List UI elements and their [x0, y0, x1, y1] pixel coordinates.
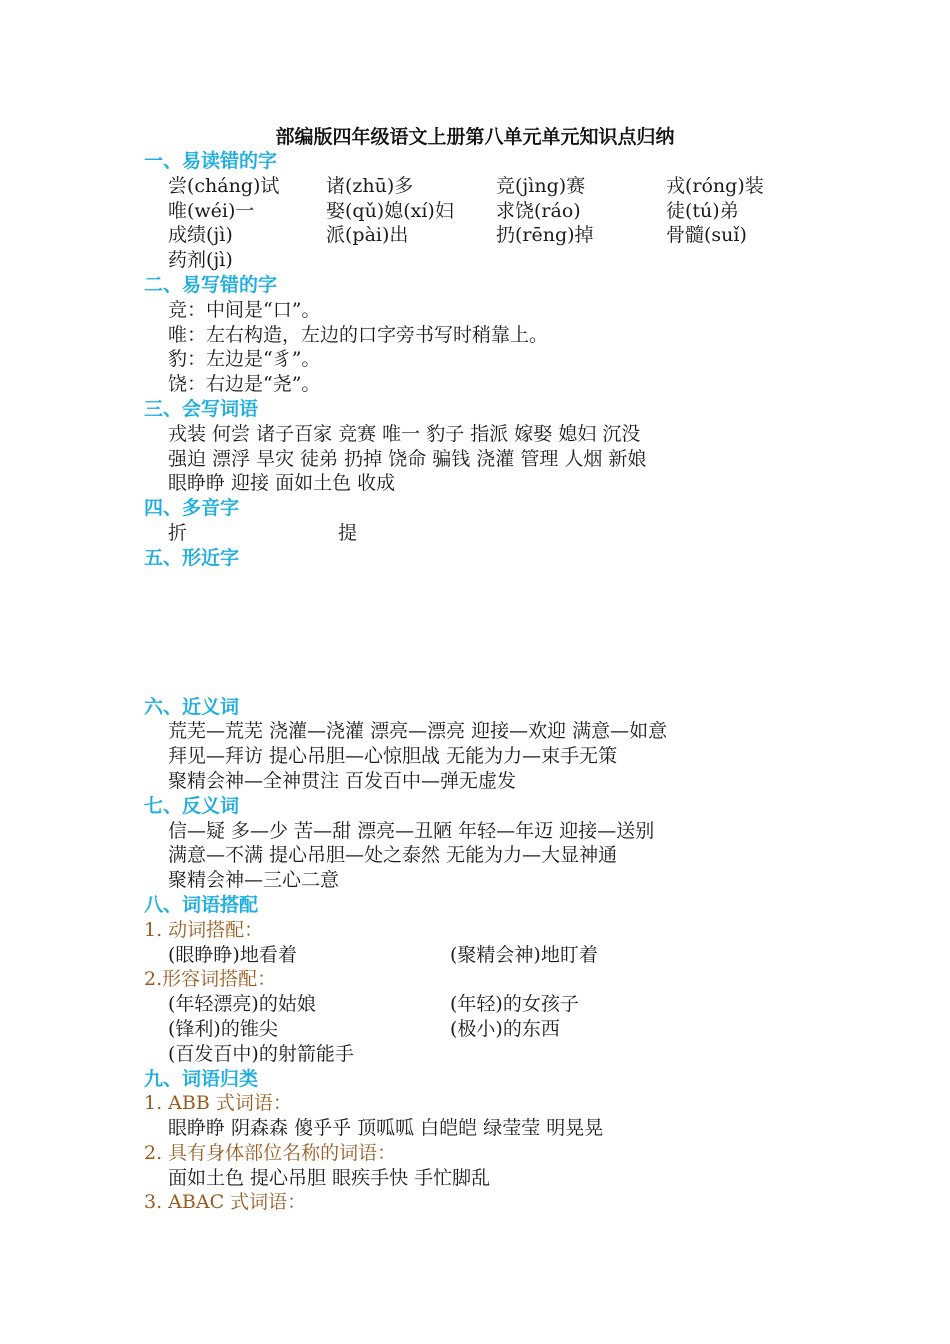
subheading-abb-words: 1. ABB 式词语： — [144, 1092, 292, 1115]
list-item: 荒芜—荒芜 浇灌—浇灌 漂亮—漂亮 迎接—欢迎 满意—如意 — [168, 720, 668, 743]
word-cell: 扔(rēng)掉 — [496, 224, 594, 247]
word-cell: 求饶(ráo) — [496, 199, 581, 222]
word-cell: 尝(cháng)试 — [168, 174, 280, 197]
list-item: 饶：右边是“尧”。 — [168, 373, 321, 396]
section-heading-miswritten-chars: 二、易写错的字 — [144, 273, 278, 296]
word-cell: 徒(tú)弟 — [666, 199, 739, 222]
list-item — [144, 521, 844, 546]
word-cell: 派(pài)出 — [326, 224, 409, 247]
list-item — [144, 199, 844, 224]
list-item: 豹：左边是“豸”。 — [168, 348, 321, 371]
subheading-body-part-words: 2. 具有身体部位名称的词语： — [144, 1141, 397, 1164]
word-cell: 成绩(jì) — [168, 224, 233, 247]
list-item: 戎装 何尝 诸子百家 竞赛 唯一 豹子 指派 嫁娶 媳妇 沉没 — [168, 422, 641, 445]
word-cell: 竞(jìng)赛 — [496, 174, 586, 197]
list-item: 眼睁睁 阴森森 傻乎乎 顶呱呱 白皑皑 绿莹莹 明晃晃 — [168, 1117, 604, 1140]
list-item: 面如土色 提心吊胆 眼疾手快 手忙脚乱 — [168, 1166, 491, 1189]
list-item — [144, 248, 844, 273]
section-heading-similar-chars: 五、形近字 — [144, 546, 240, 569]
list-item: 满意—不满 提心吊胆—处之泰然 无能为力—大显神通 — [168, 844, 618, 867]
section-heading-misread-chars: 一、易读错的字 — [144, 150, 278, 172]
list-item: 强迫 漂浮 旱灾 徒弟 扔掉 饶命 骗钱 浇灌 管理 人烟 新娘 — [168, 447, 647, 470]
phrase-cell: (极小)的东西 — [450, 1017, 560, 1040]
list-item: 竞：中间是“口”。 — [168, 298, 321, 321]
polyphone-char: 提 — [338, 521, 358, 544]
section-heading-collocations: 八、词语搭配 — [144, 893, 259, 916]
subheading-verb-collocation: 1. 动词搭配： — [144, 918, 264, 941]
document-body — [144, 149, 844, 1215]
list-item — [144, 174, 844, 199]
list-item — [144, 943, 844, 968]
phrase-cell: (眼睁睁)地看着 — [168, 943, 297, 966]
phrase-cell: (锋利)的锥尖 — [168, 1017, 278, 1040]
list-item: 信—疑 多—少 苦—甜 漂亮—丑陋 年轻—年迈 迎接—送别 — [168, 819, 655, 842]
list-item — [144, 1017, 844, 1042]
document-title: 部编版四年级语文上册第八单元单元知识点归纳 — [275, 126, 675, 148]
word-cell: 诸(zhū)多 — [326, 174, 414, 197]
section-heading-writing-words: 三、会写词语 — [144, 397, 259, 420]
section-heading-antonyms: 七、反义词 — [144, 794, 240, 817]
subheading-adjective-collocation: 2.形容词搭配： — [144, 968, 277, 991]
section-heading-word-categories: 九、词语归类 — [144, 1067, 259, 1090]
section-heading-polyphones: 四、多音字 — [144, 497, 240, 520]
subheading-abac-words: 3. ABAC 式词语： — [144, 1191, 307, 1214]
phrase-cell: (年轻漂亮)的姑娘 — [168, 993, 316, 1016]
word-cell: 戎(róng)装 — [666, 174, 764, 197]
phrase-cell: (年轻)的女孩子 — [450, 993, 579, 1016]
word-cell: 唯(wéi)一 — [168, 199, 255, 222]
word-cell: 娶(qǔ)媳(xí)妇 — [326, 199, 454, 222]
list-item: 唯：左右构造，左边的口字旁书写时稍靠上。 — [168, 323, 549, 346]
polyphone-char: 折 — [168, 521, 188, 544]
list-item: 聚精会神—全神贯注 百发百中—弹无虚发 — [168, 769, 517, 792]
list-item: 聚精会神—三心二意 — [168, 869, 340, 892]
phrase-cell: (聚精会神)地盯着 — [450, 943, 598, 966]
word-cell: 骨髓(suǐ) — [666, 224, 747, 247]
blank-area — [144, 571, 844, 695]
word-cell: 药剂(jì) — [168, 249, 233, 272]
list-item: 眼睁睁 迎接 面如土色 收成 — [168, 472, 396, 495]
phrase-cell: (百发百中)的射箭能手 — [168, 1042, 354, 1065]
list-item: 拜见—拜访 提心吊胆—心惊胆战 无能为力—束手无策 — [168, 745, 618, 768]
list-item — [144, 223, 844, 248]
list-item — [144, 992, 844, 1017]
section-heading-synonyms: 六、近义词 — [144, 695, 240, 718]
list-item — [144, 1042, 844, 1067]
